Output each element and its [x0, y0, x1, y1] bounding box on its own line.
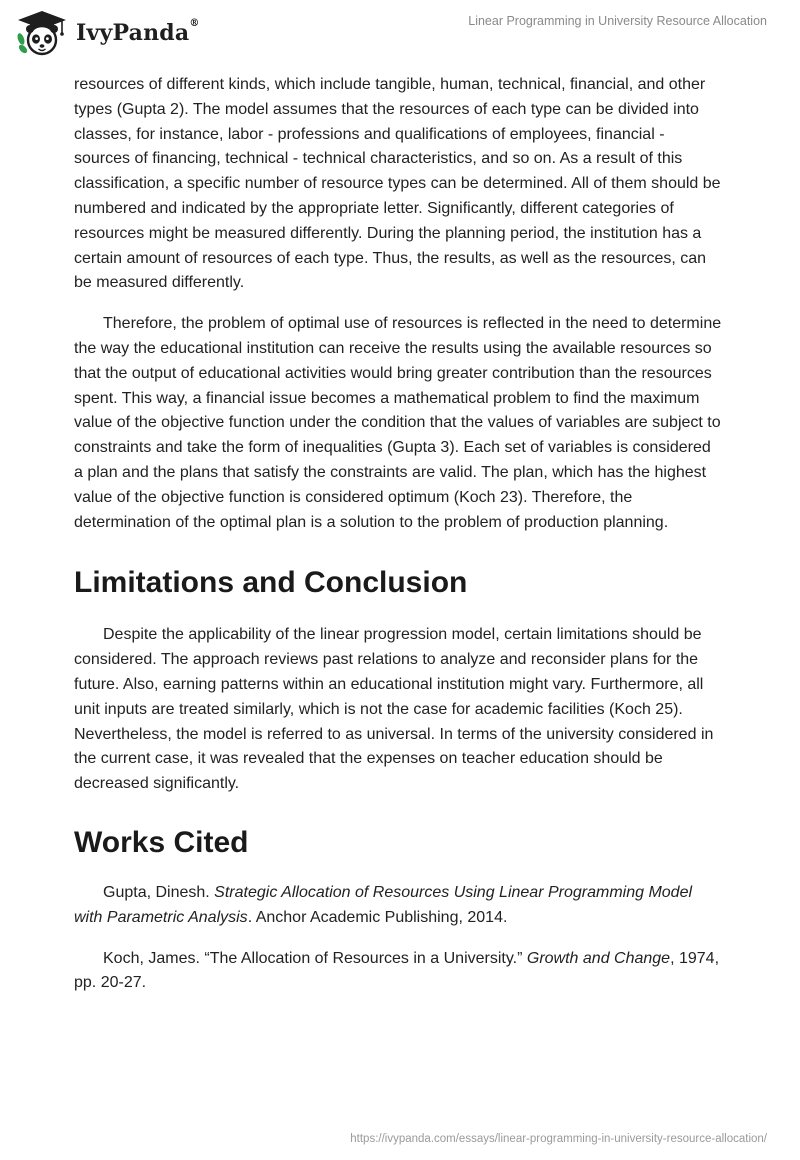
citation-gupta: Gupta, Dinesh. Strategic Allocation of Resources Using Linear Programming Model with Parametric Analysis. Anchor Academic Publishing, 2014.	[74, 883, 693, 926]
paragraph-optimal-use: Therefore, the problem of optimal use of resources is reflected in the need to determine the way the educational institution can receive the results using the available resources so that the output of educational activities would bring greater contribution than the resources spent. This way, a financial issue becomes a mathematical problem to find the maximum value of the objective function under the condition that the values of variables are subject to constraints and take the form of inequalities (Gupta 3). Each set of variables is considered a plan and the plans that satisfy the constraints are valid. The plan, which has the highest value of the objective function is considered optimum (Koch 23). Therefore, the determination of the optimal plan is a solution to the problem of production planning.	[74, 315, 722, 531]
page-header	[0, 0, 800, 70]
registered-mark: ®	[189, 18, 200, 29]
ivypanda-logo[interactable]	[14, 9, 200, 57]
brand-name: IvyPanda®	[76, 18, 200, 46]
citation-koch: Koch, James. “The Allocation of Resources in a University.” Growth and Change, 1974, pp. 20-27.	[74, 949, 720, 992]
citation-koch-journal: Growth and Change	[526, 949, 671, 967]
paragraph-limitations: Despite the applicability of the linear progression model, certain limitations should be considered. The approach reviews past relations to analyze and reconsider plans for the future. Also, earning patterns within an educational institution might vary. Furthermore, all unit inputs are treated similarly, which is not the case for academic facilities (Koch 25). Nevertheless, the model is referred to as universal. In terms of the university considered in the current case, it was revealed that the expenses on teacher education should be decreased significantly.	[74, 626, 714, 793]
footer-url[interactable]: https://ivypanda.com/essays/linear-programming-in-university-resource-allocation/	[350, 1133, 767, 1145]
panda-graduate-icon	[14, 9, 70, 57]
essay-content	[74, 73, 724, 1012]
citation-gupta-title: Strategic Allocation of Resources Using Linear Programming Model with Parametric Analysis	[74, 883, 693, 926]
document-title: Linear Programming in University Resource Allocation	[468, 14, 767, 28]
heading-works-cited: Works Cited	[74, 825, 249, 859]
heading-limitations-conclusion: Limitations and Conclusion	[74, 566, 468, 600]
paragraph-resources: resources of different kinds, which include tangible, human, technical, financial, and other types (Gupta 2). The model assumes that the resources of each type can be divided into classes, for instance, labor - professions and qualifications of employees, financial - sources of financing, technical - technical characteristics, and so on. As a result of this classification, a specific number of resource types can be determined. All of them should be numbered and indicated by the appropriate letter. Significantly, different categories of resources might be measured differently. During the planning period, the institution has a certain amount of resources of each type. Thus, the results, as well as the resources, can be measured differently.	[74, 76, 721, 292]
